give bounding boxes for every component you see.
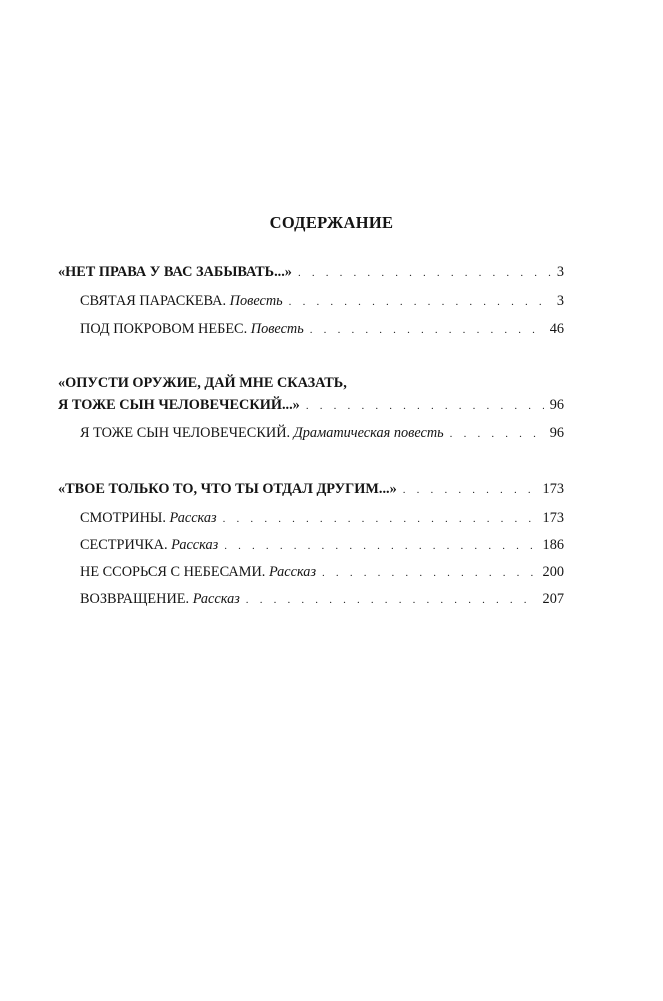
toc-entry[interactable] — [80, 425, 564, 447]
toc-entry[interactable] — [80, 293, 564, 315]
toc-entry[interactable] — [80, 591, 564, 613]
toc-title: СОДЕРЖАНИЕ — [269, 213, 394, 232]
leader-dots — [310, 324, 544, 336]
toc-entry[interactable] — [80, 510, 564, 532]
leader-dots — [289, 296, 551, 308]
leader-dots — [298, 267, 551, 279]
page-number: 96 — [549, 397, 564, 413]
entry-title: СМОТРИНЫ. Рассказ — [80, 510, 217, 526]
page-number: 200 — [542, 564, 564, 580]
page-number: 207 — [542, 591, 564, 607]
entry-genre: Драматическая повесть — [293, 425, 444, 441]
entry-title: Я ТОЖЕ СЫН ЧЕЛОВЕЧЕСКИЙ. Драматическая повесть — [80, 425, 444, 441]
page-number: 186 — [542, 537, 564, 553]
leader-dots — [322, 567, 537, 579]
entry-genre: Рассказ — [192, 591, 240, 607]
page-number: 3 — [556, 293, 564, 309]
section-heading-line1: «ОПУСТИ ОРУЖИЕ, ДАЙ МНЕ СКАЗАТЬ, — [58, 375, 347, 391]
toc-section-3[interactable] — [58, 481, 564, 503]
entry-title: СЕСТРИЧКА. Рассказ — [80, 537, 219, 553]
entry-genre: Рассказ — [268, 564, 317, 580]
page-number: 173 — [542, 481, 564, 497]
entry-title: СВЯТАЯ ПАРАСКЕВА. Повесть — [80, 293, 283, 309]
entry-title: НЕ ССОРЬСЯ С НЕБЕСАМИ. Рассказ — [80, 564, 317, 580]
toc-section-2[interactable] — [58, 397, 564, 419]
toc-entry[interactable] — [80, 564, 564, 586]
entry-genre: Повесть — [229, 293, 283, 309]
page-number: 173 — [542, 510, 564, 526]
section-heading: Я ТОЖЕ СЫН ЧЕЛОВЕЧЕСКИЙ...» — [58, 397, 300, 413]
leader-dots — [223, 513, 537, 525]
toc-entry[interactable] — [80, 321, 564, 343]
entry-genre: Рассказ — [171, 537, 219, 553]
section-heading: «НЕТ ПРАВА У ВАС ЗАБЫВАТЬ...» — [58, 264, 292, 280]
page-number: 46 — [549, 321, 564, 337]
toc-entry[interactable] — [80, 537, 564, 559]
section-heading: «ТВОЕ ТОЛЬКО ТО, ЧТО ТЫ ОТДАЛ ДРУГИМ...» — [58, 481, 397, 497]
leader-dots — [224, 540, 536, 552]
entry-title: ПОД ПОКРОВОМ НЕБЕС. Повесть — [80, 321, 304, 337]
entry-genre: Рассказ — [169, 510, 217, 526]
leader-dots — [403, 484, 537, 496]
entry-genre: Повесть — [250, 321, 304, 337]
leader-dots — [450, 428, 544, 440]
toc-section-1[interactable] — [58, 264, 564, 286]
leader-dots — [246, 594, 537, 606]
leader-dots — [306, 400, 544, 412]
entry-title: ВОЗВРАЩЕНИЕ. Рассказ — [80, 591, 240, 607]
page-number: 96 — [549, 425, 564, 441]
page-number: 3 — [556, 264, 564, 280]
